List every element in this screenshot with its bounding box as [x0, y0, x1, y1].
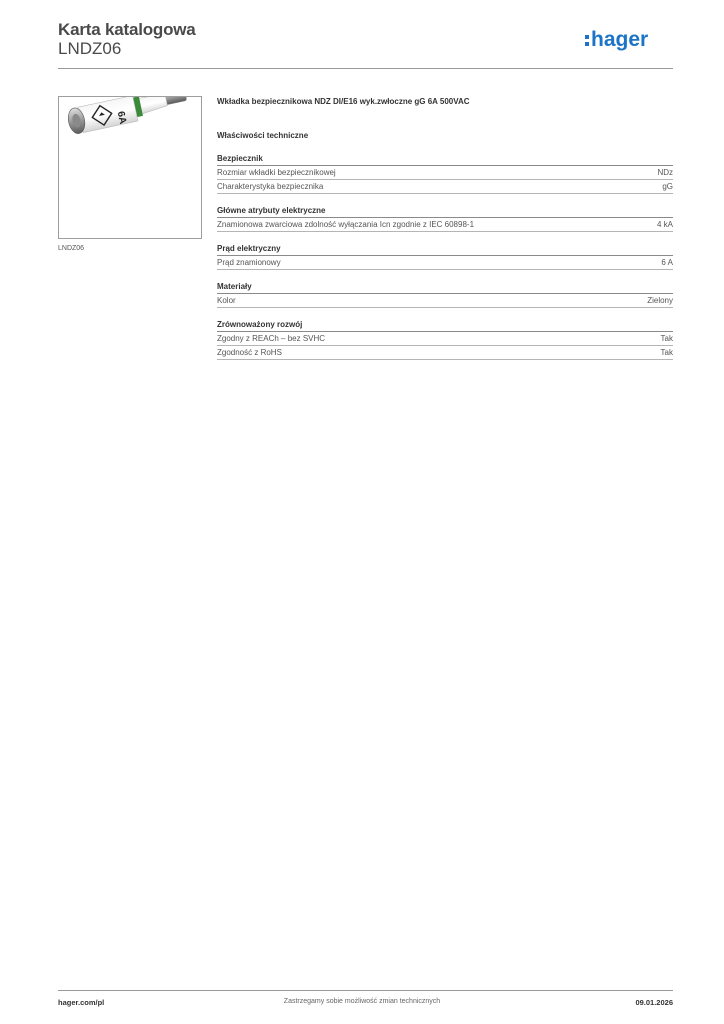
page-header — [58, 20, 673, 70]
spec-group — [217, 153, 673, 194]
spec-row — [217, 256, 673, 270]
image-caption: LNDZ06 — [58, 245, 85, 252]
spec-value: Tak — [660, 334, 673, 343]
spec-content — [217, 96, 673, 360]
spec-group — [217, 319, 673, 360]
spec-value: gG — [662, 182, 673, 191]
product-image — [58, 96, 202, 239]
spec-value: 4 kA — [656, 220, 673, 229]
group-title: Bezpiecznik — [217, 153, 673, 166]
fuse-cartridge-image — [59, 97, 201, 238]
spec-row — [217, 180, 673, 194]
section-heading: Właściwości techniczne — [217, 131, 309, 140]
spec-row — [217, 294, 673, 308]
spec-row — [217, 218, 673, 232]
spec-label: Rozmiar wkładki bezpiecznikowej — [217, 168, 336, 177]
spec-label: Prąd znamionowy — [217, 258, 281, 267]
spec-row — [217, 346, 673, 360]
hager-logo — [583, 24, 673, 54]
logo-text: hager — [591, 28, 649, 51]
group-title: Materiały — [217, 281, 673, 294]
spec-label: Charakterystyka bezpiecznika — [217, 182, 324, 191]
spec-row — [217, 166, 673, 180]
footer-disclaimer: Zastrzegamy sobie możliwość zmian technicznych — [283, 998, 441, 1005]
spec-value: Tak — [660, 348, 673, 357]
spec-value: 6 A — [661, 258, 673, 267]
product-title: Wkładka bezpiecznikowa NDZ DI/E16 wyk.zwłoczne gG 6A 500VAC — [217, 97, 470, 106]
spec-label: Zgodność z RoHS — [217, 348, 282, 357]
page-subtitle: LNDZ06 — [58, 39, 122, 58]
spec-label: Kolor — [217, 296, 236, 305]
footer-date: 09.01.2026 — [635, 998, 673, 1007]
footer-divider — [58, 990, 673, 991]
spec-label: Znamionowa zwarciowa zdolność wyłączania Icn zgodnie z IEC 60898-1 — [217, 220, 475, 229]
page-title: Karta katalogowa — [58, 20, 196, 39]
spec-group — [217, 281, 673, 308]
header-divider — [58, 68, 673, 69]
group-title: Prąd elektryczny — [217, 243, 673, 256]
group-title: Główne atrybuty elektryczne — [217, 205, 673, 218]
spec-value: NDz — [657, 168, 673, 177]
spec-label: Zgodny z REACh – bez SVHC — [217, 334, 326, 343]
spec-row — [217, 332, 673, 346]
spec-group — [217, 205, 673, 232]
footer-website-link[interactable]: hager.com/pl — [58, 998, 105, 1007]
spec-value: Zielony — [647, 296, 673, 305]
fuse-marking: 6A — [114, 110, 129, 126]
group-title: Zrównoważony rozwój — [217, 319, 673, 332]
spec-group — [217, 243, 673, 270]
